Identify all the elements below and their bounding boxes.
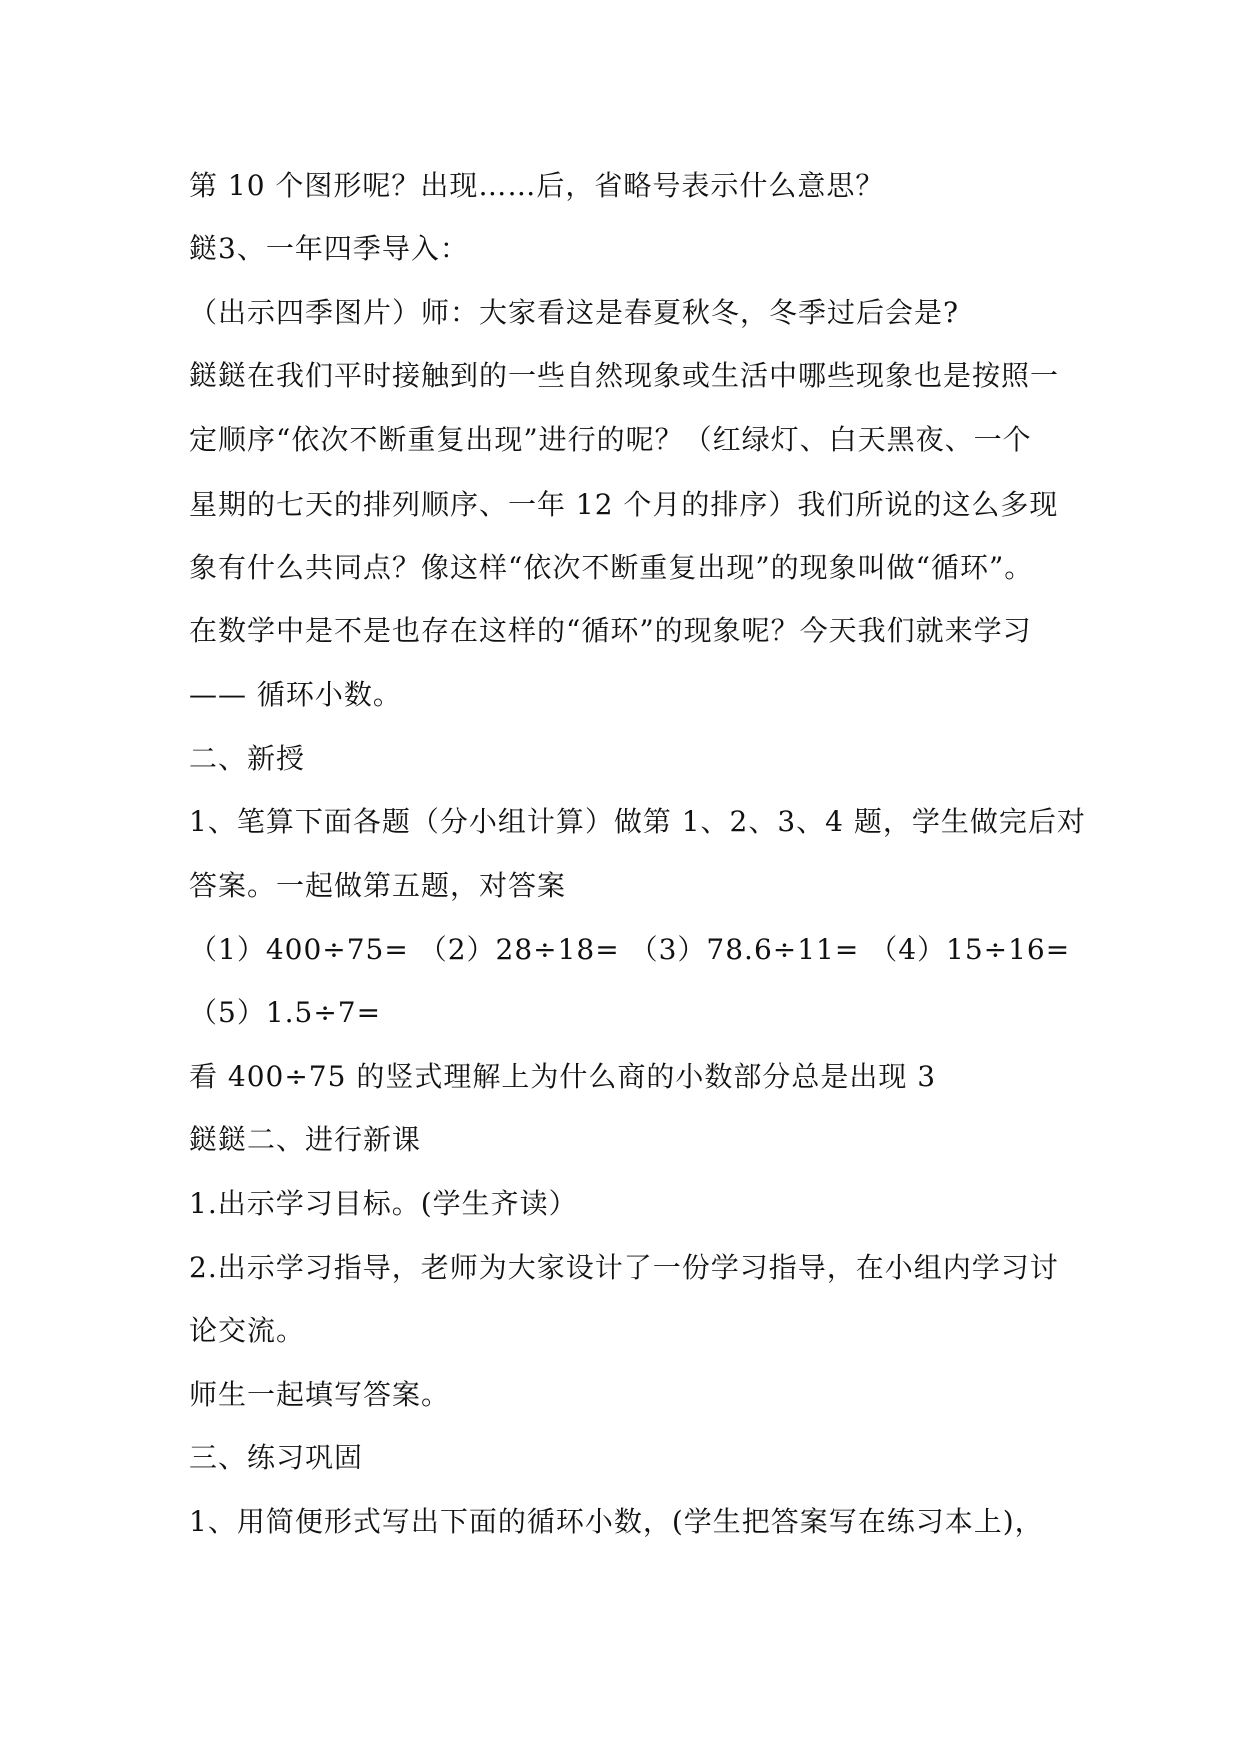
- section-heading-new-lesson: 二、新授: [189, 742, 306, 775]
- text-line-7: 象有什么共同点？像这样“依次不断重复出现”的现象叫做“循环”。: [189, 551, 1034, 584]
- text-line-19: 论交流。: [189, 1314, 306, 1347]
- exercise-line-2: （5）1.5÷7=: [189, 996, 382, 1029]
- text-line-3: （出示四季图片）师：大家看这是春夏秋冬，冬季过后会是?: [189, 296, 960, 329]
- section-heading-practice: 三、练习巩固: [189, 1441, 364, 1474]
- text-line-4: 鎹鎹在我们平时接触到的一些自然现象或生活中哪些现象也是按照一: [189, 359, 1060, 392]
- text-line-2: 鎹3、一年四季导入：: [189, 232, 469, 265]
- text-line-9: —— 循环小数。: [189, 678, 402, 711]
- text-line-16: 鎹鎹二、进行新课: [189, 1123, 422, 1156]
- text-line-1: 第 10 个图形呢？出现……后，省略号表示什么意思？: [189, 169, 885, 202]
- text-line-15: 看 400÷75 的竖式理解上为什么商的小数部分总是出现 3: [189, 1060, 937, 1093]
- text-line-12: 答案。一起做第五题，对答案: [189, 869, 567, 902]
- text-line-6: 星期的七天的排列顺序、一年 12 个月的排序）我们所说的这么多现: [189, 488, 1059, 521]
- text-line-20: 师生一起填写答案。: [189, 1378, 451, 1411]
- text-line-8: 在数学中是不是也存在这样的“循环”的现象呢？今天我们就来学习: [189, 614, 1032, 647]
- text-line-5: 定顺序“依次不断重复出现”进行的呢？（红绿灯、白天黑夜、一个: [189, 423, 1032, 456]
- text-line-18: 2.出示学习指导，老师为大家设计了一份学习指导，在小组内学习讨: [189, 1251, 1059, 1284]
- text-line-22: 1、用简便形式写出下面的循环小数，(学生把答案写在练习本上)，: [189, 1505, 1044, 1538]
- text-line-17: 1.出示学习目标。(学生齐读）: [189, 1187, 578, 1220]
- text-line-11: 1、笔算下面各题（分小组计算）做第 1、2、3、4 题，学生做完后对: [189, 805, 1086, 838]
- exercise-line-1: （1）400÷75= （2）28÷18= （3）78.6÷11= （4）15÷16=: [189, 933, 1071, 966]
